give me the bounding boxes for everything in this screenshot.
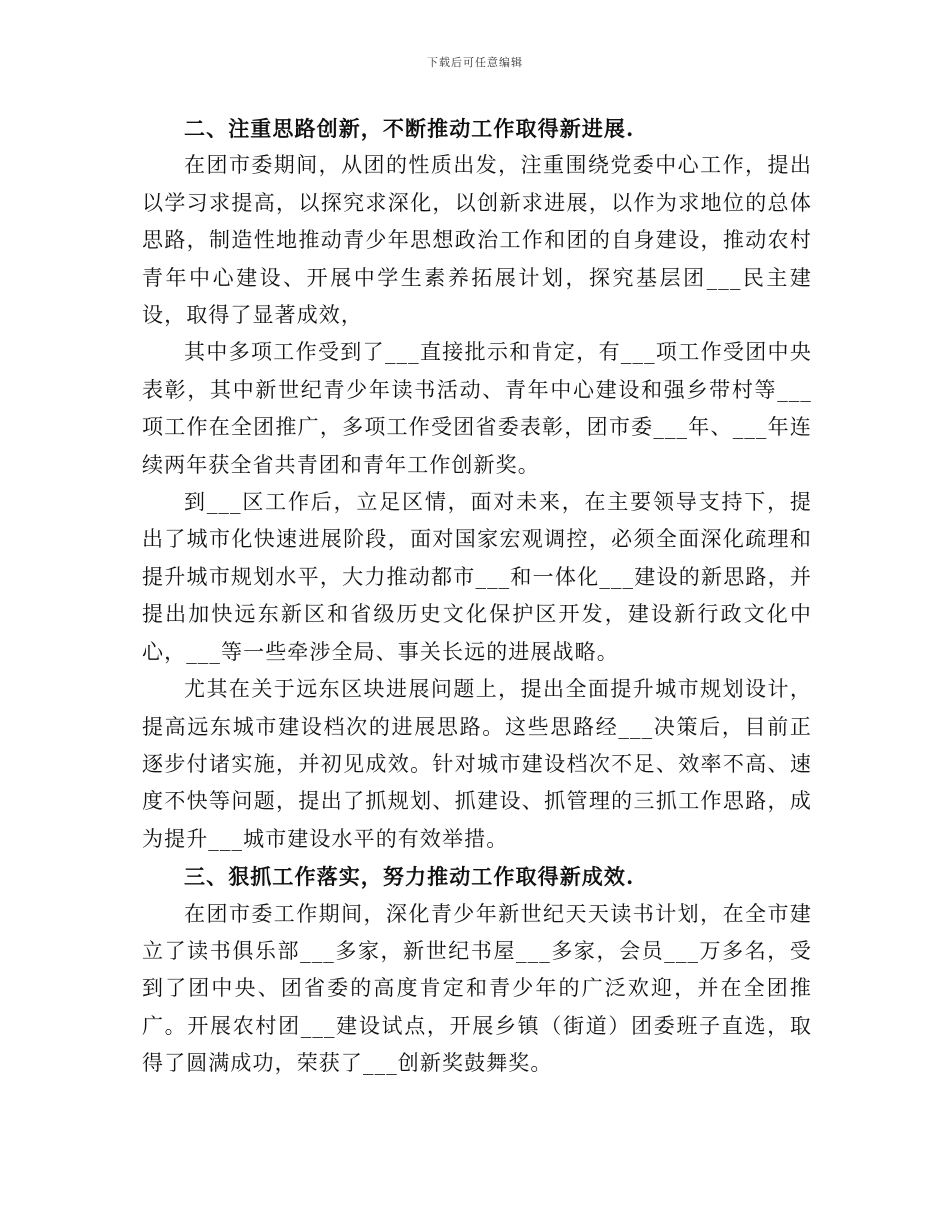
paragraph-4: 尤其在关于远东区块进展问题上，提出全面提升城市规划设计，提高远东城市建设档次的进展思路。这些思路经___决策后，目前正逐步付诸实施，并初见成效。针对城市建设档次不足、效率不高、速度不快等问题，提出了抓规划、抓建设、抓管理的三抓工作思路，成为提升___城市建设水平的有效举措。	[142, 677, 812, 851]
section-heading-3: 三、狠抓工作落实，努力推动工作取得新成效.	[184, 864, 635, 890]
paragraph-3: 到___区工作后，立足区情，面对未来，在主要领导支持下，提出了城市化快速进展阶段，面对国家宏观调控，必须全面深化疏理和提升城市规划水平，大力推动都市___和一体化___建设的新思路，并提出加快远东新区和省级历史文化保护区开发，建设新行政文化中心，___等一些牵涉全局、事关长远的进展战略。	[142, 490, 812, 664]
page-header: 下载后可任意编辑	[427, 56, 523, 69]
paragraph-1: 在团市委期间，从团的性质出发，注重围绕党委中心工作，提出以学习求提高，以探究求深化，以创新求进展，以作为求地位的总体思路，制造性地推动青少年思想政治工作和团的自身建设，推动农村青年中心建设、开展中学生素养拓展计划，探究基层团___民主建设，取得了显著成效，	[142, 153, 812, 328]
paragraph-2: 其中多项工作受到了___直接批示和肯定，有___项工作受团中央表彰，其中新世纪青少年读书活动、青年中心建设和强乡带村等___项工作在全团推广，多项工作受团省委表彰，团市委___年、___年连续两年获全省共青团和青年工作创新奖。	[142, 340, 812, 477]
section-heading-2: 二、注重思路创新，不断推动工作取得新进展.	[184, 116, 635, 141]
paragraph-5: 在团市委工作期间，深化青少年新世纪天天读书计划，在全市建立了读书俱乐部___多家，新世纪书屋___多家，会员___万多名，受到了团中央、团省委的高度肯定和青少年的广泛欢迎，并在全团推广。开展农村团___建设试点，开展乡镇（街道）团委班子直选，取得了圆满成功，荣获了___创新奖鼓舞奖。	[142, 901, 812, 1076]
document-body	[142, 110, 812, 1083]
